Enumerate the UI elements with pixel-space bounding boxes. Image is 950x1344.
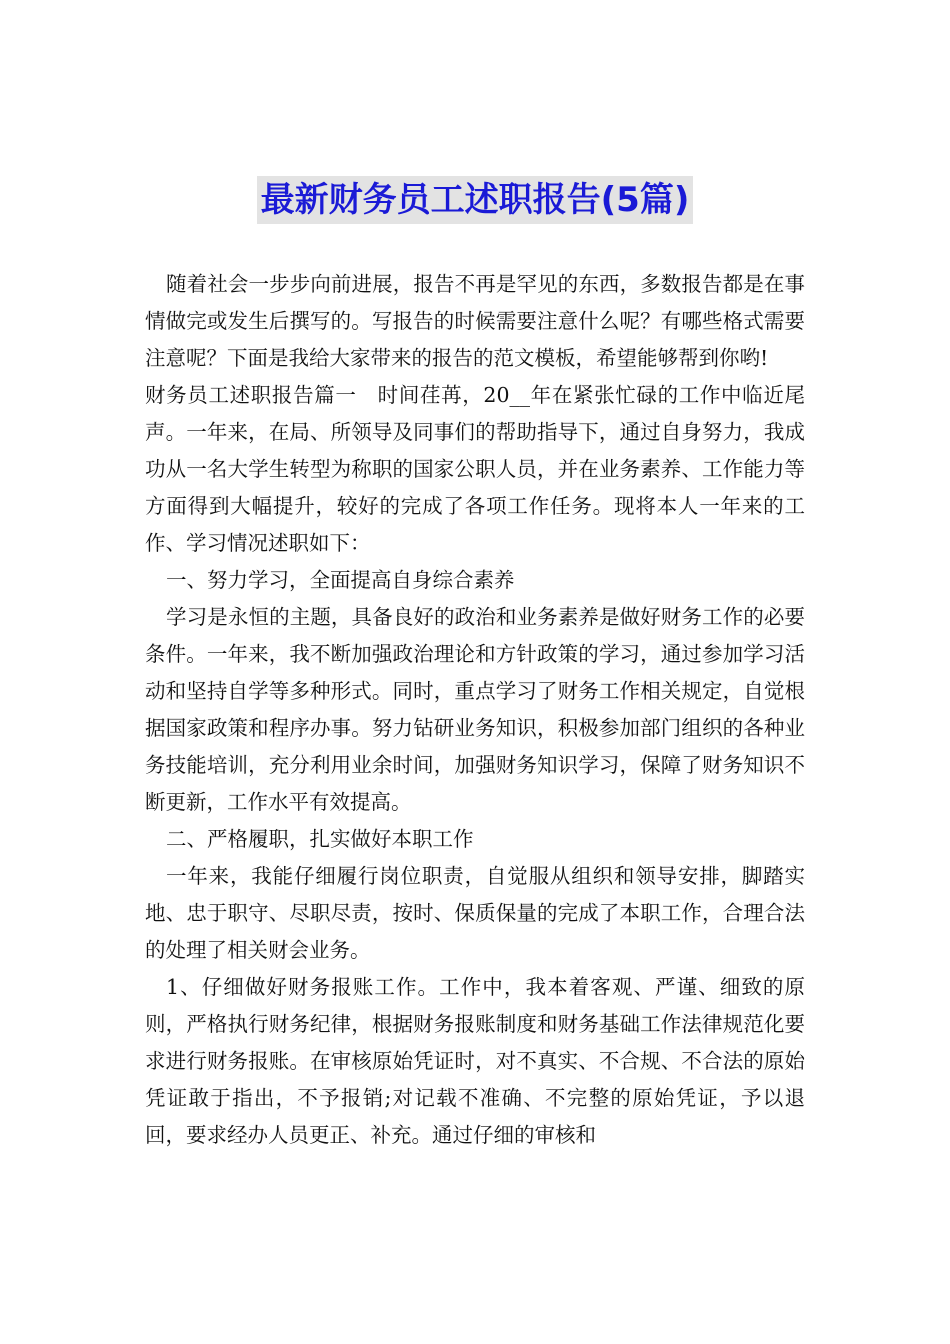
section-heading-one: 一、努力学习，全面提高自身综合素养 <box>166 568 515 592</box>
document-title: 最新财务员工述职报告(5篇) <box>257 176 694 224</box>
title-container <box>0 176 950 224</box>
intro-paragraph: 随着社会一步步向前进展，报告不再是罕见的东西，多数报告都是在事情做完或发生后撰写的。写报告的时候需要注意什么呢？有哪些格式需要注意呢？下面是我给大家带来的报告的范文模板，希望能够帮到你哟! <box>145 272 805 370</box>
reimbursement-paragraph: 1、仔细做好财务报账工作。工作中，我本着客观、严谨、细致的原则，严格执行财务纪律，根据财务报账制度和财务基础工作法律规范化要求进行财务报账。在审核原始凭证时，对不真实、不合规、不合法的原始凭证敢于指出，不予报销;对记载不准确、不完整的原始凭证，予以退回，要求经办人员更正、补充。通过仔细的审核和 <box>145 975 805 1147</box>
chapter-one-paragraph: 财务员工述职报告篇一 时间荏苒，20__年在紧张忙碌的工作中临近尾声。一年来，在局、所领导及同事们的帮助指导下，通过自身努力，我成功从一名大学生转型为称职的国家公职人员，并在业务素养、工作能力等方面得到大幅提升，较好的完成了各项工作任务。现将本人一年来的工作、学习情况述职如下： <box>145 383 805 555</box>
duty-paragraph: 一年来，我能仔细履行岗位职责，自觉服从组织和领导安排，脚踏实地、忠于职守、尽职尽责，按时、保质保量的完成了本职工作，合理合法的处理了相关财会业务。 <box>145 864 805 962</box>
section-heading-two: 二、严格履职，扎实做好本职工作 <box>166 827 474 851</box>
document-body <box>145 266 805 1154</box>
study-paragraph: 学习是永恒的主题，具备良好的政治和业务素养是做好财务工作的必要条件。一年来，我不断加强政治理论和方针政策的学习，通过参加学习活动和坚持自学等多种形式。同时，重点学习了财务工作相关规定，自觉根据国家政策和程序办事。努力钻研业务知识，积极参加部门组织的各种业务技能培训，充分利用业余时间，加强财务知识学习，保障了财务知识不断更新，工作水平有效提高。 <box>145 605 805 814</box>
